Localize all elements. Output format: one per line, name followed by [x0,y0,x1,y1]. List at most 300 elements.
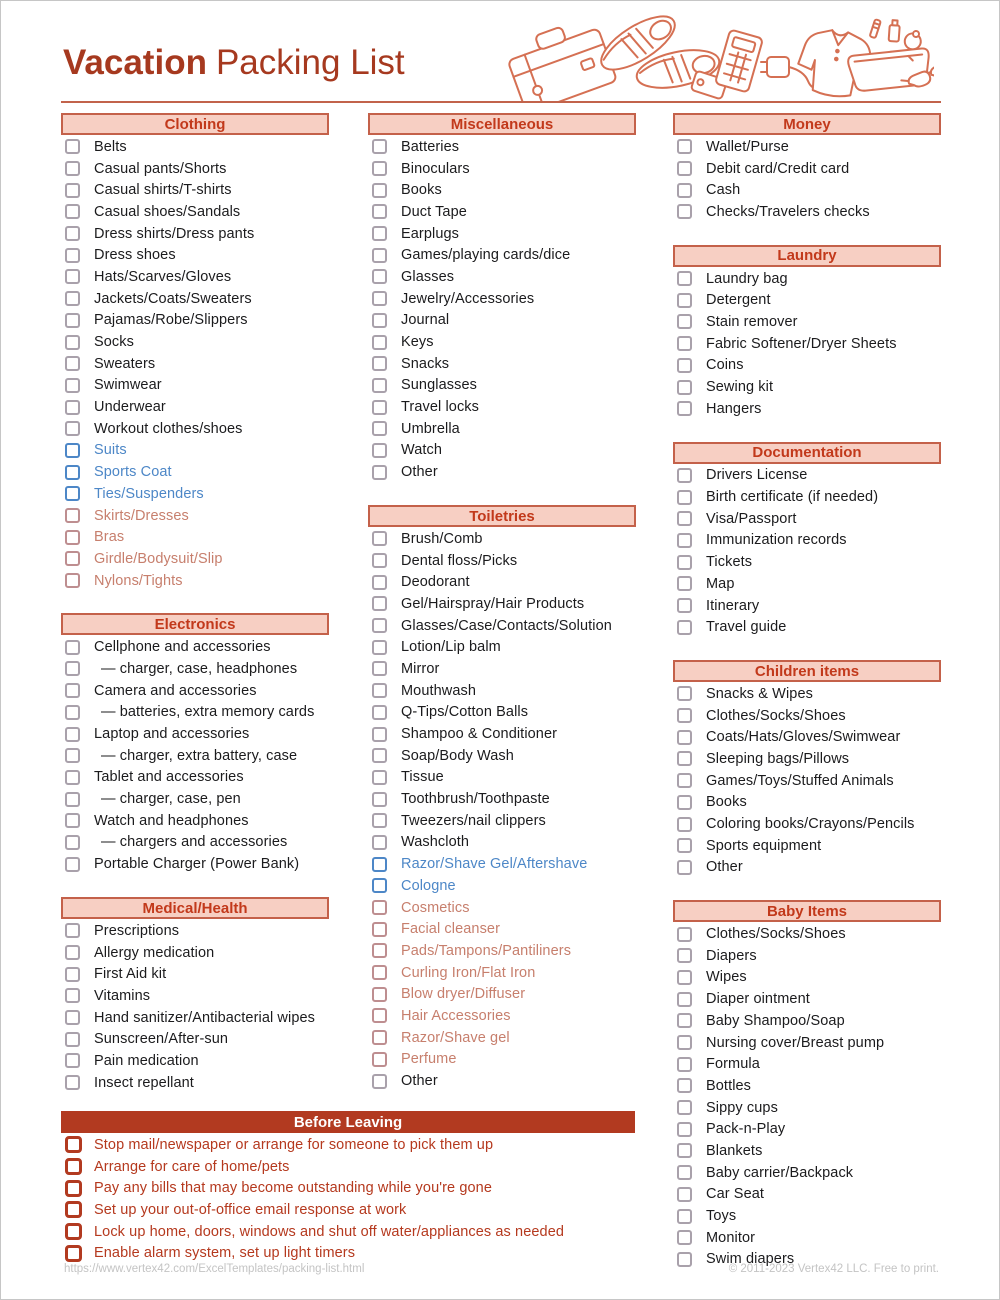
checklist-item [673,486,941,508]
item-label: Dress shoes [94,247,176,264]
checkbox[interactable] [65,1180,82,1197]
checkbox[interactable] [677,1165,692,1180]
checkbox[interactable] [65,421,80,436]
checkbox[interactable] [677,838,692,853]
checklist-item [61,963,329,985]
checklist-item [368,810,636,832]
checkbox[interactable] [65,248,80,263]
checklist-item [673,1118,941,1140]
checkbox[interactable] [65,486,80,501]
item-label: Suits [94,442,127,459]
item-label: Debit card/Credit card [706,160,850,177]
checkbox[interactable] [372,335,387,350]
checklist-item [673,1032,941,1054]
section-header: Medical/Health [61,897,329,919]
item-label: Workout clothes/shoes [94,420,243,437]
item-label: Tissue [401,769,444,786]
item-label: Coloring books/Crayons/Pencils [706,816,915,833]
checklist-item [673,595,941,617]
checklist-item [368,461,636,483]
checkbox[interactable] [65,1201,82,1218]
checklist-item [673,398,941,420]
item-label: Checks/Travelers checks [706,203,870,220]
checkbox[interactable] [372,248,387,263]
checklist-item [368,288,636,310]
checkbox[interactable] [677,817,692,832]
item-label: Bras [94,529,125,546]
checklist-item [368,1005,636,1027]
checklist-item [368,396,636,418]
checklist-item [61,331,329,353]
checkbox[interactable] [372,792,387,807]
item-label: First Aid kit [94,966,167,983]
checklist-item [673,158,941,180]
checkbox[interactable] [372,139,387,154]
item-label: Baby carrier/Backpack [706,1164,854,1181]
checkbox[interactable] [677,927,692,942]
section-header: Clothing [61,113,329,135]
checklist-item [368,853,636,875]
checklist-item [368,201,636,223]
section-header: Miscellaneous [368,113,636,135]
checkbox[interactable] [65,988,80,1003]
checkbox[interactable] [65,661,80,676]
checklist-item [61,505,329,527]
checkbox[interactable] [65,1136,82,1153]
checkbox[interactable] [372,900,387,915]
checkbox[interactable] [677,490,692,505]
checkbox[interactable] [372,1008,387,1023]
checkbox[interactable] [65,835,80,850]
checkbox[interactable] [372,683,387,698]
checkbox[interactable] [677,139,692,154]
checkbox[interactable] [677,183,692,198]
section-baby-items [673,900,941,1270]
item-label: Other [401,1073,438,1090]
checklist-item [368,788,636,810]
checkbox[interactable] [65,335,80,350]
item-label: Swimwear [94,377,162,394]
item-label: Visa/Passport [706,510,797,527]
checkbox[interactable] [65,1075,80,1090]
checkbox[interactable] [677,161,692,176]
checkbox[interactable] [372,356,387,371]
checklist-item [673,333,941,355]
checkbox[interactable] [372,1074,387,1089]
checklist-item [61,440,329,462]
checkbox[interactable] [65,530,80,545]
item-label: Travel guide [706,619,787,636]
checklist-item [61,1242,635,1264]
checklist-item [61,548,329,570]
checkbox[interactable] [677,293,692,308]
checkbox[interactable] [677,970,692,985]
checklist-item [673,1184,941,1206]
item-label: Hand sanitizer/Antibacterial wipes [94,1009,316,1026]
item-label: Perfume [401,1051,457,1068]
checklist-item [61,942,329,964]
checkbox[interactable] [65,226,80,241]
checkbox[interactable] [65,770,80,785]
item-label: Games/Toys/Stuffed Animals [706,772,894,789]
checklist-item [61,1199,635,1221]
item-label: Razor/Shave Gel/Aftershave [401,856,588,873]
checklist-item [61,853,329,875]
item-label: Gel/Hairspray/Hair Products [401,595,585,612]
checkbox[interactable] [372,313,387,328]
checklist-item [61,310,329,332]
checkbox[interactable] [677,401,692,416]
checkbox[interactable] [372,878,387,893]
checkbox[interactable] [372,465,387,480]
checklist-item [673,1053,941,1075]
checklist-item [368,418,636,440]
checkbox[interactable] [372,661,387,676]
checkbox[interactable] [677,380,692,395]
checklist-item [61,223,329,245]
item-label: Cosmetics [401,899,470,916]
item-label: Baby Shampoo/Soap [706,1012,845,1029]
item-label: Detergent [706,292,771,309]
suitcase-icon [506,15,617,101]
item-label: Skirts/Dresses [94,507,189,524]
checkbox[interactable] [65,269,80,284]
item-label: Pajamas/Robe/Slippers [94,312,248,329]
item-label: Bottles [706,1077,752,1094]
checklist-item [368,244,636,266]
item-label: Diaper ointment [706,991,810,1008]
checkbox[interactable] [65,1010,80,1025]
checklist-item [61,1134,635,1156]
checkbox[interactable] [677,576,692,591]
checkbox[interactable] [677,1100,692,1115]
checkbox[interactable] [372,226,387,241]
checkbox[interactable] [372,748,387,763]
item-label: Belts [94,138,127,155]
checkbox[interactable] [677,1209,692,1224]
checkbox[interactable] [65,1158,82,1175]
item-label: Books [401,182,442,199]
checkbox[interactable] [65,1053,80,1068]
checkbox[interactable] [65,161,80,176]
checklist-item [368,897,636,919]
item-label: Toothbrush/Toothpaste [401,791,550,808]
section-medical-health [61,897,329,1094]
checkbox[interactable] [65,551,80,566]
checkbox[interactable] [677,1078,692,1093]
item-label: Coins [706,357,744,374]
checklist-item [673,355,941,377]
checkbox[interactable] [677,1252,692,1267]
checkbox[interactable] [65,378,80,393]
item-label: Laptop and accessories [94,726,250,743]
checkbox[interactable] [677,1143,692,1158]
item-label: Games/playing cards/dice [401,247,571,264]
item-label: Birth certificate (if needed) [706,489,879,506]
checkbox[interactable] [372,640,387,655]
checkbox[interactable] [677,555,692,570]
checkbox[interactable] [65,923,80,938]
checkbox[interactable] [65,857,80,872]
checkbox[interactable] [65,508,80,523]
checkbox[interactable] [372,943,387,958]
checkbox[interactable] [677,204,692,219]
item-label: Tickets [706,554,753,571]
checklist-item [673,835,941,857]
checkbox[interactable] [372,553,387,568]
section-header: Children items [673,660,941,682]
checkbox[interactable] [372,421,387,436]
header-divider [61,101,941,103]
checkbox[interactable] [65,683,80,698]
checklist-item [368,375,636,397]
checkbox[interactable] [372,183,387,198]
section-header: Laundry [673,245,941,267]
checkbox[interactable] [372,705,387,720]
column-1 [61,113,329,1116]
item-label: Facial cleanser [401,921,501,938]
item-label: Jackets/Coats/Sweaters [94,290,252,307]
checkbox[interactable] [372,857,387,872]
checkbox[interactable] [372,813,387,828]
checklist-item [368,266,636,288]
checklist-item [368,550,636,572]
checkbox[interactable] [677,992,692,1007]
checkbox[interactable] [677,598,692,613]
checkbox[interactable] [65,1032,80,1047]
item-label: Batteries [401,138,460,155]
item-label: Nursing cover/Breast pump [706,1034,885,1051]
item-label: Prescriptions [94,922,180,939]
checkbox[interactable] [65,573,80,588]
checkbox[interactable] [677,773,692,788]
item-label: Mirror [401,660,440,677]
checkbox[interactable] [372,531,387,546]
checkbox[interactable] [65,705,80,720]
checkbox[interactable] [65,640,80,655]
checklist-item [673,465,941,487]
item-label: Portable Charger (Power Bank) [94,856,300,873]
checklist-item [61,788,329,810]
checklist-item [673,770,941,792]
checkbox[interactable] [677,314,692,329]
checkbox[interactable] [677,1122,692,1137]
checklist-item [61,680,329,702]
checkbox[interactable] [65,945,80,960]
item-label: — charger, extra battery, case [101,747,298,764]
item-label: Immunization records [706,532,847,549]
item-label: Sunglasses [401,377,477,394]
checkbox[interactable] [372,378,387,393]
checkbox[interactable] [372,727,387,742]
checkbox[interactable] [372,770,387,785]
item-label: Umbrella [401,420,460,437]
item-label: Other [401,464,438,481]
checklist-item [61,570,329,592]
checklist-item [368,962,636,984]
checklist-item [368,918,636,940]
checkbox[interactable] [677,751,692,766]
checklist-item [61,810,329,832]
checkbox[interactable] [677,533,692,548]
checkbox[interactable] [372,204,387,219]
item-label: Lock up home, doors, windows and shut off water/appliances as needed [94,1223,565,1240]
checkbox[interactable] [677,860,692,875]
checklist-item [61,244,329,266]
checkbox[interactable] [677,1035,692,1050]
checklist-item [368,528,636,550]
checkbox[interactable] [65,443,80,458]
column-2 [368,113,636,1114]
calculator-icon [715,29,763,92]
section-money [673,113,941,223]
checklist-item [673,311,941,333]
checkbox[interactable] [677,948,692,963]
item-label: Brush/Comb [401,530,483,547]
checkbox[interactable] [677,708,692,723]
checklist-item [673,551,941,573]
item-label: Allergy medication [94,944,215,961]
checkbox[interactable] [372,596,387,611]
checkbox[interactable] [677,358,692,373]
checkbox[interactable] [372,965,387,980]
column-3 [673,113,941,1292]
checkbox[interactable] [65,400,80,415]
checkbox[interactable] [677,686,692,701]
checkbox[interactable] [372,1052,387,1067]
checkbox[interactable] [677,1230,692,1245]
checkbox[interactable] [677,620,692,635]
item-label: Travel locks [401,399,480,416]
checklist-item [368,680,636,702]
item-label: Casual pants/Shorts [94,160,227,177]
checklist-item [368,940,636,962]
checkbox[interactable] [65,139,80,154]
item-label: Snacks [401,355,450,372]
checkbox[interactable] [65,291,80,306]
checklist-item [673,683,941,705]
checklist-item [368,1027,636,1049]
checklist-item [673,1010,941,1032]
item-label: Cash [706,182,741,199]
page-title [63,43,405,83]
checkbox[interactable] [677,271,692,286]
item-label: Sweaters [94,355,156,372]
checklist-item [673,792,941,814]
before-leaving-items [61,1134,635,1264]
item-label: Dress shirts/Dress pants [94,225,255,242]
checkbox[interactable] [677,1057,692,1072]
checkbox[interactable] [65,748,80,763]
checkbox[interactable] [372,618,387,633]
checklist-item [61,158,329,180]
item-label: Hair Accessories [401,1007,511,1024]
item-label: Shampoo & Conditioner [401,726,558,743]
checklist-item [61,985,329,1007]
item-label: Hats/Scarves/Gloves [94,268,232,285]
checkbox[interactable] [65,813,80,828]
item-label: Books [706,794,747,811]
checklist-item [673,616,941,638]
item-label: Earplugs [401,225,460,242]
item-label: Clothes/Socks/Shoes [706,707,846,724]
checklist-item [61,136,329,158]
checklist-item [368,158,636,180]
checkbox[interactable] [372,835,387,850]
section-laundry [673,245,941,420]
checklist-item [368,983,636,1005]
checkbox[interactable] [65,183,80,198]
checkbox[interactable] [65,204,80,219]
section-header: Money [673,113,941,135]
checkbox[interactable] [372,291,387,306]
checklist-item [61,266,329,288]
item-label: Casual shoes/Sandals [94,203,241,220]
checkbox[interactable] [677,468,692,483]
checklist-item [61,483,329,505]
item-label: — batteries, extra memory cards [101,704,315,721]
checkbox[interactable] [372,1030,387,1045]
item-label: Ties/Suspenders [94,485,204,502]
checkbox[interactable] [372,987,387,1002]
item-label: Laundry bag [706,270,788,287]
checkbox[interactable] [372,400,387,415]
item-label: Pack-n-Play [706,1121,786,1138]
footer-url: https://www.vertex42.com/ExcelTemplates/packing-list.html [64,1263,365,1275]
checkbox[interactable] [65,967,80,982]
checklist-item [673,1205,941,1227]
checklist-item [673,1140,941,1162]
checkbox[interactable] [372,922,387,937]
checkbox[interactable] [65,1223,82,1240]
item-label: — charger, case, headphones [101,660,298,677]
item-label: Formula [706,1056,760,1073]
checklist-item [673,988,941,1010]
checkbox[interactable] [65,313,80,328]
checklist-item [61,1156,635,1178]
checkbox[interactable] [372,161,387,176]
item-label: Curling Iron/Flat Iron [401,964,536,981]
checkbox[interactable] [677,1013,692,1028]
packing-illustration [506,9,934,101]
checkbox[interactable] [677,336,692,351]
checkbox[interactable] [677,730,692,745]
checklist-item [673,268,941,290]
checkbox[interactable] [65,792,80,807]
section-before-leaving [61,1111,635,1264]
item-label: Jewelry/Accessories [401,290,535,307]
checkbox[interactable] [65,356,80,371]
checkbox[interactable] [65,465,80,480]
checkbox[interactable] [65,727,80,742]
item-label: Fabric Softener/Dryer Sheets [706,335,897,352]
checklist-item [368,223,636,245]
item-label: Drivers License [706,467,808,484]
checkbox[interactable] [677,511,692,526]
checkbox[interactable] [372,443,387,458]
checkbox[interactable] [65,1245,82,1262]
item-label: Coats/Hats/Gloves/Swimwear [706,729,901,746]
item-label: Sewing kit [706,379,774,396]
checklist-item [61,745,329,767]
checkbox[interactable] [372,269,387,284]
checkbox[interactable] [372,575,387,590]
checkbox[interactable] [677,1187,692,1202]
checklist-item [61,1028,329,1050]
item-label: Glasses [401,268,455,285]
checkbox[interactable] [677,795,692,810]
item-label: Dental floss/Picks [401,552,518,569]
